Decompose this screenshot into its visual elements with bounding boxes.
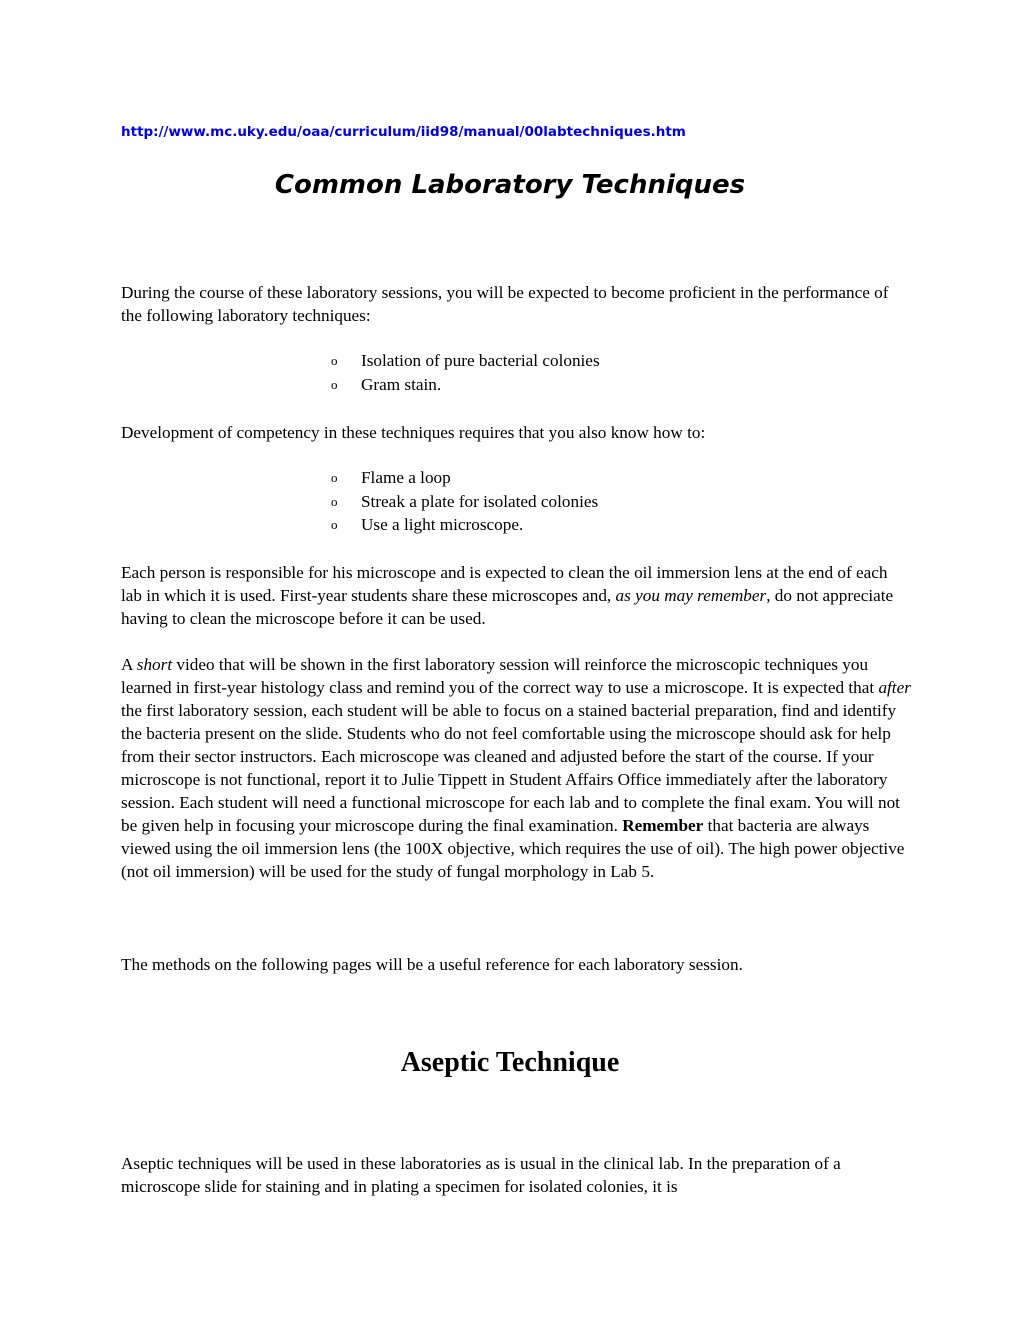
intro-paragraph: During the course of these laboratory sessions, you will be expected to become proficient in the performance of the following laboratory techniques: — [121, 283, 889, 325]
techniques-list — [331, 349, 600, 396]
bullet-icon: o — [331, 493, 338, 509]
list-item: o Streak a plate for isolated colonies — [331, 490, 598, 514]
aseptic-paragraph: Aseptic techniques will be used in these laboratories as is usual in the clinical lab. In the preparation of a microscope slide for staining and in plating a specimen for isolated colonies, it is — [121, 1154, 841, 1196]
page-title: Common Laboratory Techniques — [274, 170, 746, 200]
skills-list — [331, 466, 598, 537]
responsibility-paragraph: Each person is responsible for his microscope and is expected to clean the oil immersion lens at the end of each lab in which it is used. First-year students share these microscopes and, as you may remember, do not appreciate having to clean the microscope before it can be used. — [121, 563, 894, 628]
source-url-link[interactable]: http://www.mc.uky.edu/oaa/curriculum/iid98/manual/00labtechniques.htm — [121, 124, 686, 140]
development-paragraph: Development of competency in these techniques requires that you also know how to: — [121, 423, 706, 442]
list-item: o Isolation of pure bacterial colonies — [331, 349, 600, 373]
bullet-icon: o — [331, 353, 338, 368]
list-item: o Use a light microscope. — [331, 513, 598, 537]
section-title-aseptic: Aseptic Technique — [400, 1047, 620, 1078]
bullet-icon: o — [331, 376, 338, 392]
list-item: o Gram stain. — [331, 373, 600, 397]
methods-paragraph: The methods on the following pages will be a useful reference for each laboratory session. — [121, 955, 743, 974]
video-paragraph: A short video that will be shown in the first laboratory session will reinforce the microscopic techniques you learned in first-year histology class and remind you of the correct way to use a microscope. It is expected that after the first laboratory session, each student will be able to focus on a stained bacterial preparation, find and identify the bacteria present on the slide. Students who do not feel comfortable using the microscope should ask for help from their sector instructors. Each microscope was cleaned and adjusted before the start of the course. If your microscope is not functional, report it to Julie Tippett in Student Affairs Office immediately after the laboratory session. Each student will need a functional microscope for each lab and to complete the final exam. You will not be given help in focusing your microscope during the final examination. Remember that bacteria are always viewed using the oil immersion lens (the 100X objective, which requires the use of oil). The high power objective (not oil immersion) will be used for the study of fungal morphology in Lab 5. — [121, 655, 911, 881]
list-item: o Flame a loop — [331, 466, 598, 490]
bullet-icon: o — [331, 517, 338, 532]
bullet-icon: o — [331, 470, 338, 485]
